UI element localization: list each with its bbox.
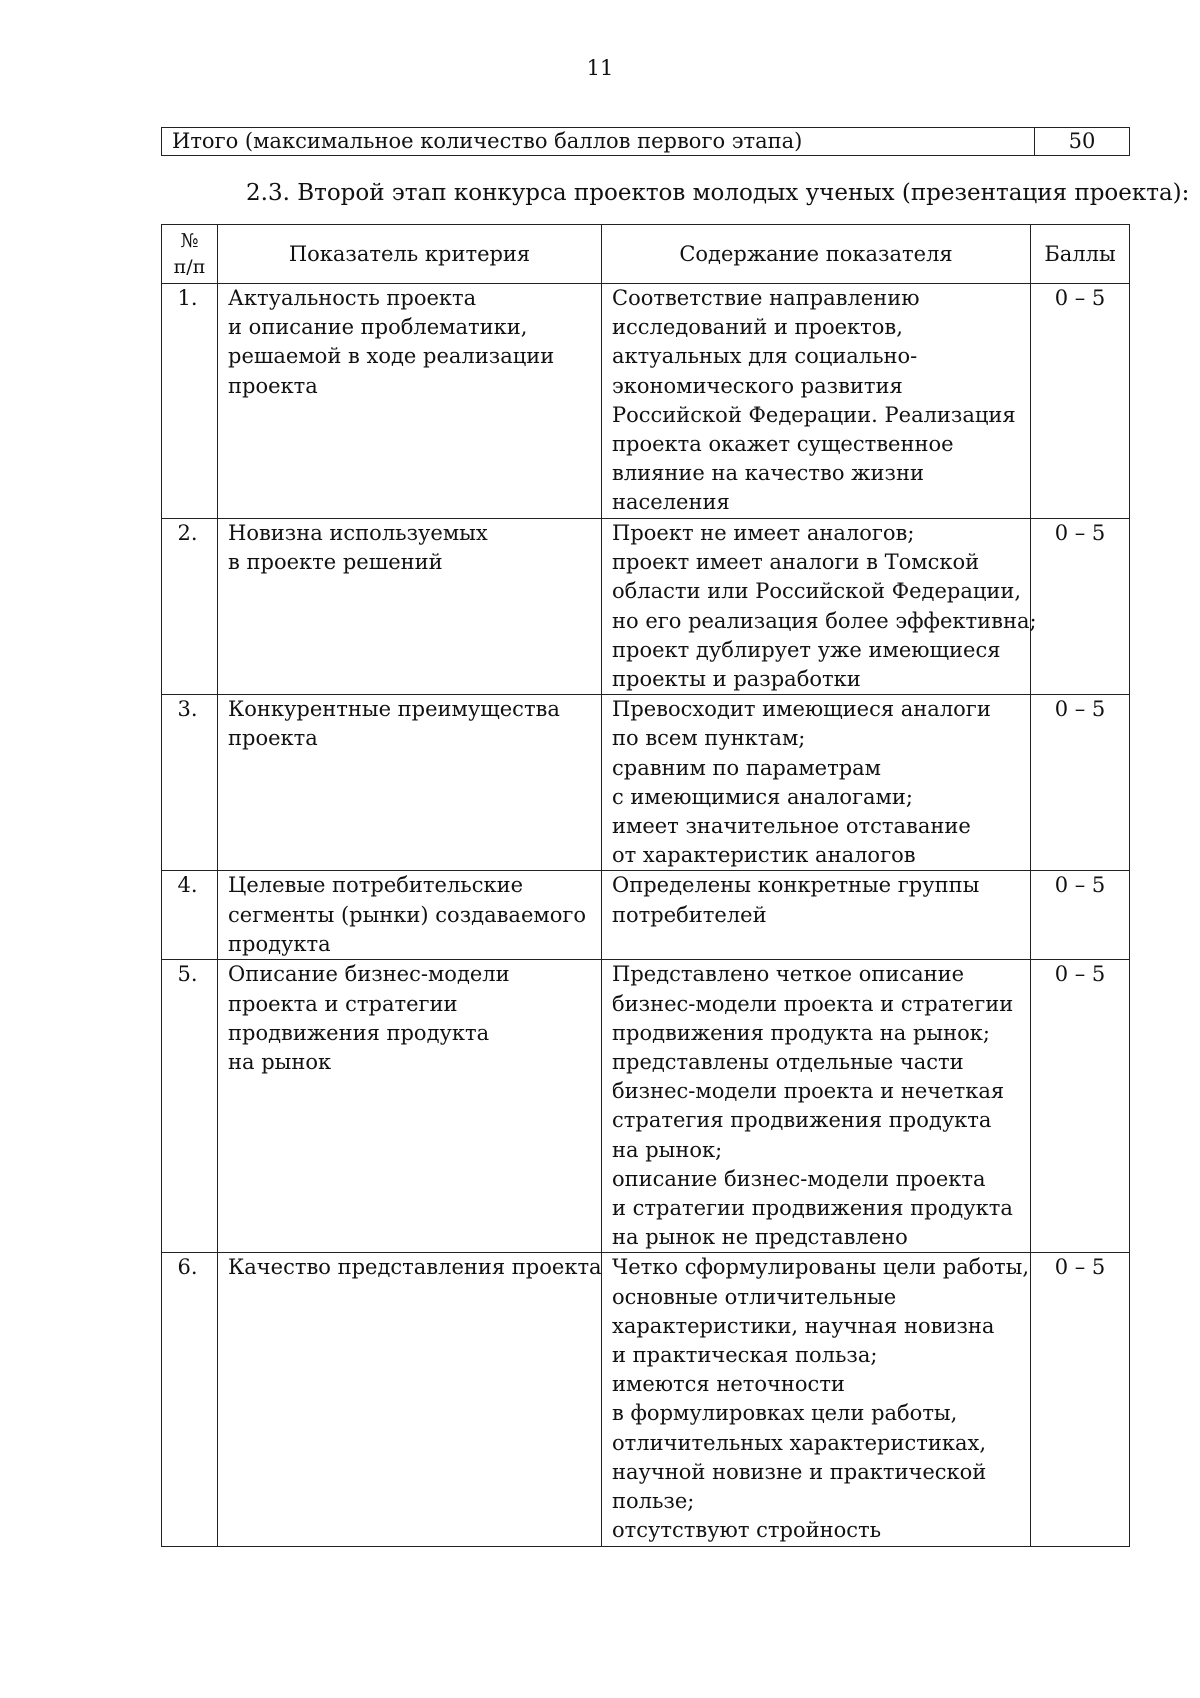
header-content: Содержание показателя <box>602 225 1031 284</box>
content-line: бизнес-модели проекта и нечеткая <box>612 1079 1005 1104</box>
header-number-line2: п/п <box>173 256 206 278</box>
row-criterion <box>218 1253 602 1546</box>
content-line: Российской Федерации. Реализация <box>612 402 1016 427</box>
criterion-line: на рынок <box>228 1050 332 1075</box>
row-content <box>602 695 1031 871</box>
content-line: потребителей <box>612 902 767 927</box>
content-line: Превосходит имеющиеся аналоги <box>612 697 991 722</box>
criterion-line: проекта <box>228 726 318 751</box>
total-row <box>162 128 1130 156</box>
content-line: имеются неточности <box>612 1372 845 1397</box>
row-number: 1. <box>162 284 218 519</box>
criterion-line: продукта <box>228 931 331 956</box>
row-score: 0 – 5 <box>1031 1253 1130 1546</box>
content-line: экономического развития <box>612 373 903 398</box>
table-header-row <box>162 225 1130 284</box>
content-line: и практическая польза; <box>612 1343 878 1368</box>
content-line: описание бизнес-модели проекта <box>612 1166 986 1191</box>
criterion-line: продвижения продукта <box>228 1020 490 1045</box>
content-line: но его реализация более эффективна; <box>612 608 1037 633</box>
row-score: 0 – 5 <box>1031 871 1130 960</box>
criterion-line: и описание проблематики, <box>228 315 528 340</box>
row-number: 3. <box>162 695 218 871</box>
total-table <box>161 127 1130 156</box>
content-line: характеристики, научная новизна <box>612 1313 995 1338</box>
total-value: 50 <box>1035 128 1130 156</box>
header-number <box>162 225 218 284</box>
header-number-line1: № <box>180 230 199 252</box>
row-content <box>602 519 1037 695</box>
content-line: от характеристик аналогов <box>612 843 916 868</box>
content-line: с имеющимися аналогами; <box>612 784 913 809</box>
criterion-line: Конкурентные преимущества <box>228 697 560 722</box>
table-row <box>162 695 1130 871</box>
content-line: пользе; <box>612 1489 695 1514</box>
row-content <box>602 1253 1031 1546</box>
row-content <box>602 960 1031 1253</box>
criterion-line: решаемой в ходе реализации <box>228 344 555 369</box>
row-content <box>602 871 1031 960</box>
content-line: Соответствие направлению <box>612 286 920 310</box>
row-score: 0 – 5 <box>1031 695 1130 871</box>
content-line: влияние на качество жизни <box>612 461 924 486</box>
content-line: по всем пунктам; <box>612 726 806 751</box>
row-criterion <box>218 960 602 1253</box>
content-line: продвижения продукта на рынок; <box>612 1020 990 1045</box>
row-criterion <box>218 695 602 871</box>
row-criterion <box>218 871 602 960</box>
header-criterion: Показатель критерия <box>218 225 602 284</box>
row-criterion <box>218 284 602 519</box>
content-line: проекта окажет существенное <box>612 432 954 457</box>
header-score: Баллы <box>1031 225 1130 284</box>
table-row <box>162 960 1130 1253</box>
table-row <box>162 284 1130 519</box>
criterion-line: Новизна используемых <box>228 521 488 545</box>
page-number: 11 <box>586 56 614 80</box>
content-line: Проект не имеет аналогов; <box>612 521 915 545</box>
criterion-line: сегменты (рынки) создаваемого <box>228 902 586 927</box>
criterion-line: проекта <box>228 373 318 398</box>
content-line: научной новизне и практической <box>612 1459 987 1484</box>
row-number: 2. <box>162 519 218 695</box>
section-heading: 2.3. Второй этап конкурса проектов молодых ученых (презентация проекта): <box>246 180 1190 206</box>
content-line: проекты и разработки <box>612 667 861 692</box>
content-line: сравним по параметрам <box>612 755 882 780</box>
criterion-line: проекта и стратегии <box>228 991 458 1016</box>
content-line: в формулировках цели работы, <box>612 1401 958 1426</box>
criterion-line: Качество представления проекта <box>228 1255 602 1280</box>
content-line: Определены конкретные группы <box>612 873 980 898</box>
row-score: 0 – 5 <box>1031 284 1130 519</box>
content-line: имеет значительное отставание <box>612 814 971 839</box>
criterion-line: Целевые потребительские <box>228 873 524 898</box>
content-line: на рынок не представлено <box>612 1225 908 1250</box>
total-label: Итого (максимальное количество баллов первого этапа) <box>162 128 1035 156</box>
row-content <box>602 284 1031 519</box>
content-line: области или Российской Федерации, <box>612 579 1022 604</box>
content-line: населения <box>612 490 730 515</box>
criterion-line: Описание бизнес-модели <box>228 962 510 987</box>
criteria-table <box>161 224 1130 1547</box>
content-line: стратегия продвижения продукта <box>612 1108 992 1133</box>
table-row <box>162 871 1130 960</box>
content-line: основные отличительные <box>612 1284 897 1309</box>
criterion-line: в проекте решений <box>228 550 443 575</box>
content-line: представлены отдельные части <box>612 1050 964 1075</box>
content-line: и стратегии продвижения продукта <box>612 1196 1013 1221</box>
row-score: 0 – 5 <box>1031 960 1130 1253</box>
content-line: бизнес-модели проекта и стратегии <box>612 991 1014 1016</box>
criterion-line: Актуальность проекта <box>228 286 477 310</box>
row-number: 4. <box>162 871 218 960</box>
content-line: исследований и проектов, <box>612 315 903 340</box>
row-criterion <box>218 519 602 695</box>
table-row <box>162 1253 1130 1546</box>
content-line: на рынок; <box>612 1137 723 1162</box>
row-number: 6. <box>162 1253 218 1546</box>
content-line: проект имеет аналоги в Томской <box>612 550 980 575</box>
table-row <box>162 519 1130 695</box>
content-line: актуальных для социально- <box>612 344 918 369</box>
content-line: Представлено четкое описание <box>612 962 965 987</box>
row-score: 0 – 5 <box>1031 519 1130 695</box>
content-line: проект дублирует уже имеющиеся <box>612 637 1001 662</box>
content-line: Четко сформулированы цели работы, <box>612 1255 1030 1280</box>
row-number: 5. <box>162 960 218 1253</box>
content-line: отличительных характеристиках, <box>612 1430 987 1455</box>
content-line: отсутствуют стройность <box>612 1518 882 1543</box>
